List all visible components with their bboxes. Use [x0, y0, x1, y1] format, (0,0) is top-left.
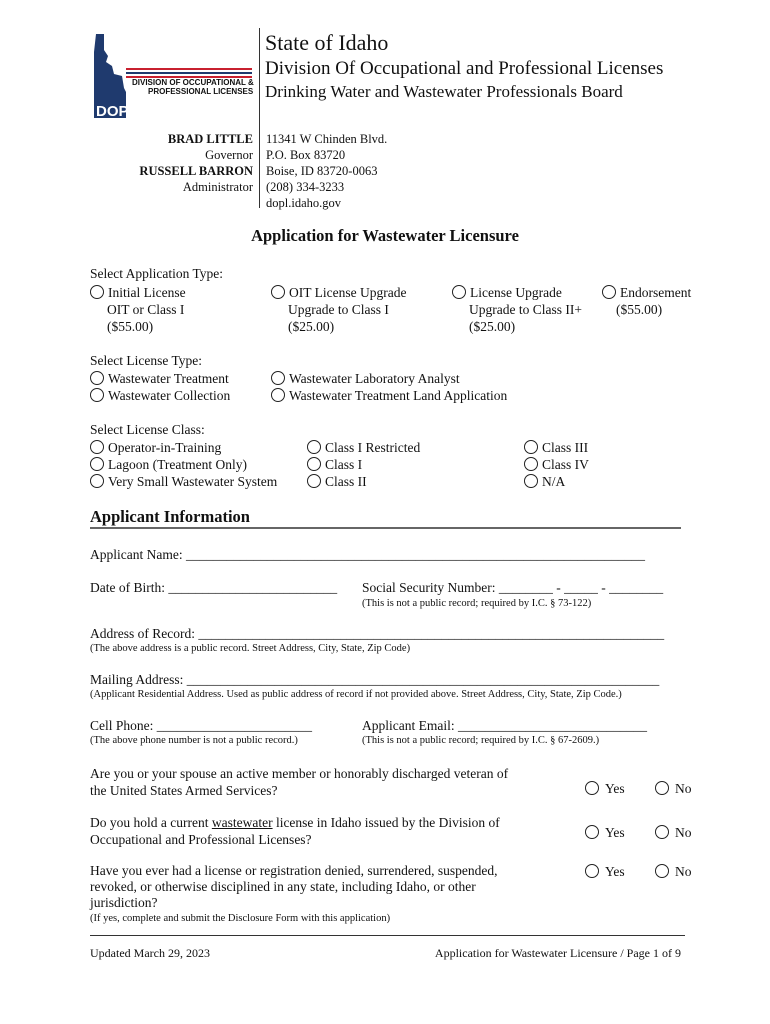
license-yes[interactable]: [585, 824, 625, 841]
radio-button[interactable]: [602, 285, 616, 299]
question-veteran: [90, 765, 508, 799]
form-title: Application for Wastewater Licensure: [251, 226, 519, 245]
radio-button[interactable]: [307, 457, 321, 471]
license-type-label: Select License Type:: [90, 353, 203, 368]
radio-button[interactable]: [585, 864, 599, 878]
yes-label: Yes: [605, 781, 625, 796]
option-label: Class III: [542, 440, 589, 455]
footer-page: Application for Wastewater Licensure / Page 1 of 9: [434, 946, 681, 960]
option-label: OIT License Upgrade: [289, 285, 407, 300]
governor-title: Governor: [205, 148, 253, 162]
option-fee: ($55.00): [107, 319, 154, 334]
no-label: No: [675, 864, 692, 879]
address-line: Boise, ID 83720-0063: [266, 164, 378, 178]
section-title: Applicant Information: [90, 507, 250, 526]
board-title: Drinking Water and Wastewater Professionals Board: [265, 82, 623, 101]
radio-button[interactable]: [271, 388, 285, 402]
mailing-address-field[interactable]: Mailing Address: ______________________________________________________________________: [90, 672, 660, 687]
option-sub: Upgrade to Class I: [288, 302, 389, 317]
discipline-yes[interactable]: [585, 863, 625, 880]
license-type-option[interactable]: [90, 370, 230, 387]
state-title: State of Idaho: [265, 30, 389, 55]
license-class-col-2: [307, 439, 420, 490]
license-no[interactable]: [655, 824, 692, 841]
radio-button[interactable]: [524, 474, 538, 488]
governor-name: BRAD LITTLE: [167, 132, 253, 146]
license-class-option[interactable]: [524, 473, 589, 490]
option-fee: ($25.00): [469, 319, 516, 334]
veteran-yes[interactable]: [585, 780, 625, 797]
radio-button[interactable]: [307, 440, 321, 454]
mailing-note: (Applicant Residential Address. Used as public address of record if not provided above. Street Address, City, State, Zip Code.): [90, 689, 622, 700]
dopl-logo: [92, 32, 256, 122]
discipline-no[interactable]: [655, 863, 692, 880]
radio-button[interactable]: [90, 285, 104, 299]
question-text: [90, 814, 500, 831]
app-type-license-upgrade[interactable]: [452, 284, 582, 335]
option-label: Class I: [325, 457, 363, 472]
app-type-endorsement[interactable]: [602, 284, 691, 318]
admin-title: Administrator: [182, 180, 253, 194]
option-sub: OIT or Class I: [107, 302, 185, 317]
ssn-field[interactable]: Social Security Number: ________ - _____ - ________: [362, 580, 664, 595]
address-phone: (208) 334-3233: [266, 180, 345, 194]
option-label: Very Small Wastewater System: [108, 474, 278, 489]
license-class-option[interactable]: [90, 439, 277, 456]
question-text: jurisdiction?: [90, 895, 158, 910]
officials-block: [139, 131, 253, 195]
question-text-part: license in Idaho issued by the Division of: [272, 815, 500, 830]
option-label: Lagoon (Treatment Only): [108, 457, 247, 472]
option-fee: ($25.00): [288, 319, 335, 334]
radio-button[interactable]: [655, 864, 669, 878]
license-class-option[interactable]: [307, 473, 420, 490]
application-type-label: Select Application Type:: [90, 266, 224, 281]
address-note: (The above address is a public record. Street Address, City, State, Zip Code): [90, 643, 411, 654]
question-text: Have you ever had a license or registration denied, surrendered, suspended,: [90, 863, 498, 878]
email-field[interactable]: Applicant Email: ____________________________: [362, 718, 647, 733]
question-text-part: Do you hold a current: [90, 815, 212, 830]
license-class-option[interactable]: [90, 456, 277, 473]
option-label: Wastewater Collection: [108, 388, 231, 403]
option-label: Class I Restricted: [325, 440, 421, 455]
license-class-col-3: [524, 439, 589, 490]
veteran-no[interactable]: [655, 780, 692, 797]
license-class-option[interactable]: [524, 439, 589, 456]
admin-name: RUSSELL BARRON: [139, 164, 253, 178]
yes-label: Yes: [605, 825, 625, 840]
license-class-col-1: [90, 439, 277, 490]
license-type-option[interactable]: [90, 387, 230, 404]
license-class-option[interactable]: [90, 473, 277, 490]
radio-button[interactable]: [307, 474, 321, 488]
no-label: No: [675, 781, 692, 796]
license-type-col-1: [90, 370, 230, 404]
address-line: 11341 W Chinden Blvd.: [266, 132, 388, 146]
question-text-underlined: wastewater: [211, 815, 273, 830]
ssn-note: (This is not a public record; required by I.C. § 73-122): [362, 598, 592, 609]
no-label: No: [675, 825, 692, 840]
radio-button[interactable]: [524, 440, 538, 454]
address-of-record-field[interactable]: Address of Record: _____________________________________________________________________: [90, 626, 665, 641]
cell-phone-field[interactable]: Cell Phone: _______________________: [90, 718, 312, 733]
option-label: Wastewater Laboratory Analyst: [289, 371, 460, 386]
option-label: Wastewater Treatment Land Application: [289, 388, 508, 403]
question-text: Occupational and Professional Licenses?: [90, 832, 312, 847]
applicant-name-field[interactable]: Applicant Name: ____________________________________________________________________: [90, 547, 645, 562]
option-label: N/A: [542, 474, 566, 489]
app-type-oit-upgrade[interactable]: [271, 284, 406, 335]
license-type-option[interactable]: [271, 387, 507, 404]
division-title: Division Of Occupational and Professional Licenses: [265, 58, 664, 79]
question-text: Are you or your spouse an active member or honorably discharged veteran of: [90, 766, 509, 781]
dob-field[interactable]: Date of Birth: _________________________: [90, 580, 338, 595]
license-type-col-2: [271, 370, 507, 404]
option-label: Class IV: [542, 457, 589, 472]
radio-button[interactable]: [271, 285, 285, 299]
license-class-option[interactable]: [307, 439, 420, 456]
question-current-license: [90, 814, 500, 848]
option-label: Class II: [325, 474, 367, 489]
address-block: [266, 131, 387, 211]
license-class-option[interactable]: [307, 456, 420, 473]
question-text: revoked, or otherwise disciplined in any state, including Idaho, or other: [90, 879, 476, 894]
radio-button[interactable]: [90, 371, 104, 385]
question-text: the United States Armed Services?: [90, 783, 278, 798]
phone-note: (The above phone number is not a public record.): [90, 735, 298, 746]
yes-label: Yes: [605, 864, 625, 879]
radio-button[interactable]: [585, 781, 599, 795]
license-class-option[interactable]: [524, 456, 589, 473]
svg-text:PROFESSIONAL LICENSES: PROFESSIONAL LICENSES: [148, 87, 254, 96]
option-label: Endorsement: [620, 285, 692, 300]
option-label: License Upgrade: [470, 285, 562, 300]
radio-button[interactable]: [585, 825, 599, 839]
radio-button[interactable]: [90, 440, 104, 454]
radio-button[interactable]: [90, 474, 104, 488]
radio-button[interactable]: [524, 457, 538, 471]
license-class-label: Select License Class:: [90, 422, 205, 437]
radio-button[interactable]: [655, 825, 669, 839]
address-line: P.O. Box 83720: [266, 148, 346, 162]
radio-button[interactable]: [90, 388, 104, 402]
option-label: Wastewater Treatment: [108, 371, 229, 386]
radio-button[interactable]: [452, 285, 466, 299]
logo-abbrev: DOPL: [96, 103, 138, 120]
license-type-option[interactable]: [271, 370, 507, 387]
footer-updated: Updated March 29, 2023: [90, 946, 210, 960]
app-type-initial[interactable]: [90, 284, 186, 335]
address-website: dopl.idaho.gov: [266, 196, 341, 210]
radio-button[interactable]: [655, 781, 669, 795]
option-fee: ($55.00): [616, 302, 663, 317]
question-note: (If yes, complete and submit the Disclosure Form with this application): [90, 913, 391, 924]
option-label: Initial License: [108, 285, 186, 300]
section-divider: [90, 527, 681, 529]
svg-text:DIVISION OF OCCUPATIONAL &: DIVISION OF OCCUPATIONAL &: [132, 78, 254, 87]
option-sub: Upgrade to Class II+: [469, 302, 582, 317]
radio-button[interactable]: [271, 371, 285, 385]
radio-button[interactable]: [90, 457, 104, 471]
question-discipline: [90, 863, 497, 927]
header-divider: [259, 28, 260, 208]
email-note: (This is not a public record; required by I.C. § 67-2609.): [362, 735, 600, 746]
option-label: Operator-in-Training: [108, 440, 222, 455]
footer-divider: [90, 935, 685, 936]
